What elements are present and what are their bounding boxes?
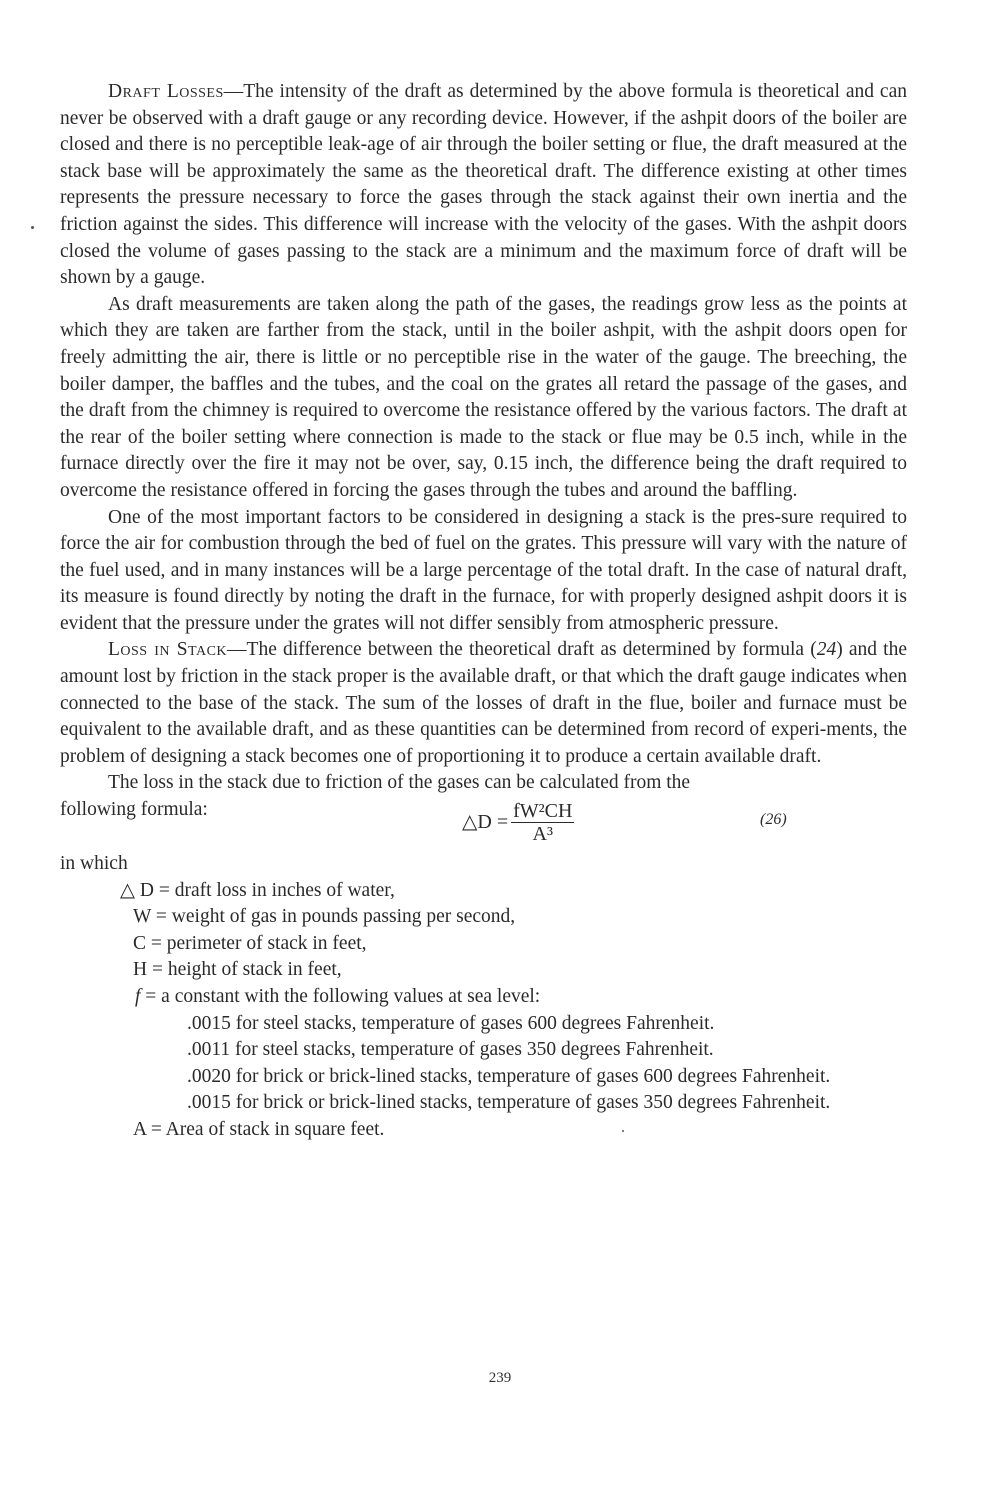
definition-delta-d: △ D = draft loss in inches of water, — [120, 879, 395, 901]
symbol-f: f — [135, 986, 141, 1007]
equation-number: (26) — [760, 811, 787, 829]
page-number: 239 — [488, 1370, 512, 1386]
section-heading-draft-losses: Draft Losses — [108, 81, 224, 102]
draft-loss-formula — [462, 801, 574, 844]
in-which-label: in which — [60, 853, 128, 875]
scan-speck-mark — [622, 1130, 624, 1132]
definition-a: A = Area of stack in square feet. — [133, 1118, 385, 1140]
paragraph-friction-loss: The loss in the stack due to friction of the gases can be calculated from the — [108, 772, 691, 794]
paragraph-important-factors: One of the most important factors to be considered in designing a stack is the pres-sure required to force the air for combustion through the bed of fuel on the grates. This pressure will vary with the nature of the fuel used, and in many instances will be a large percentage of the total draft. In the case of natural draft, its measure is found directly by noting the draft in the furnace, for with properly designed ashpit doors it is evident that the pressure under the grates will not differ sensibly from atmospheric pressure. — [60, 506, 907, 634]
definition-h: H = height of stack in feet, — [133, 959, 342, 981]
f-value-steel-600: .0015 for steel stacks, temperature of gases 600 degrees Fahrenheit. — [187, 1012, 715, 1034]
f-value-steel-350: .0011 for steel stacks, temperature of gases 350 degrees Fahrenheit. — [187, 1039, 714, 1061]
f-value-brick-600: .0020 for brick or brick-lined stacks, temperature of gases 600 degrees Fahrenheit. — [187, 1065, 831, 1087]
formula-reference: 24 — [816, 639, 837, 661]
definition-f: f = a constant with the following values at sea level: — [135, 986, 541, 1007]
formula-block — [60, 797, 907, 851]
formula-fraction — [511, 801, 574, 844]
scan-speck-mark — [31, 226, 34, 229]
body-text — [60, 79, 907, 1144]
paragraph-loss-in-stack: Loss in Stack—The difference between the theoretical draft as determined by formula (24) and the amount lost by friction in the stack proper is the available draft, or that which the draft gauge indicates when connected to the base of the stack. The sum of the losses of draft in the flue, boiler and furnace must be equivalent to the available draft, and as these quantities can be determined from record of experi-ments, the problem of designing a stack becomes one of proportioning it to produce a certain available draft. — [60, 639, 907, 767]
paragraph-draft-losses: Draft Losses—The intensity of the draft as determined by the above formula is theoretical and can never be observed with a draft gauge or any recording device. However, if the ashpit doors of the boiler are closed and there is no perceptible leak-age of air through the boiler setting or flue, the draft measured at the stack base will be approximately the same as the theoretical draft. The difference existing at other times represents the pressure necessary to force the gases through the stack against their own inertia and the friction against the sides. This difference will increase with the velocity of the gases. With the ashpit doors closed the volume of gases passing to the stack are a minimum and the maximum force of draft will be shown by a gauge. — [60, 81, 907, 289]
definition-w: W = weight of gas in pounds passing per second, — [133, 906, 516, 928]
formula-denominator: A³ — [532, 823, 553, 846]
f-value-brick-350: .0015 for brick or brick-lined stacks, temperature of gases 350 degrees Fahrenheit. — [187, 1092, 831, 1114]
formula-lhs: △D = — [462, 811, 509, 834]
formula-numerator: fW²CH — [513, 800, 573, 823]
formula-intro: following formula: — [60, 799, 208, 821]
section-heading-loss-in-stack: Loss in Stack — [108, 639, 228, 661]
definition-c: C = perimeter of stack in feet, — [133, 932, 367, 954]
paragraph-draft-measurements: As draft measurements are taken along the path of the gases, the readings grow less as the points at which they are taken are farther from the stack, until in the boiler ashpit, with the ashpit doors open for freely admitting the air, there is little or no perceptible rise in the water of the gauge. The breeching, the boiler damper, the baffles and the tubes, and the coal on the grates all retard the passage of the gases, and the draft from the chimney is required to overcome the resistance offered by the various factors. The draft at the rear of the boiler setting where connection is made to the stack or flue may be 0.5 inch, while in the furnace directly over the fire it may not be over, say, 0.15 inch, the difference being the draft required to overcome the resistance offered in forcing the gases through the tubes and around the baffling. — [60, 293, 907, 501]
